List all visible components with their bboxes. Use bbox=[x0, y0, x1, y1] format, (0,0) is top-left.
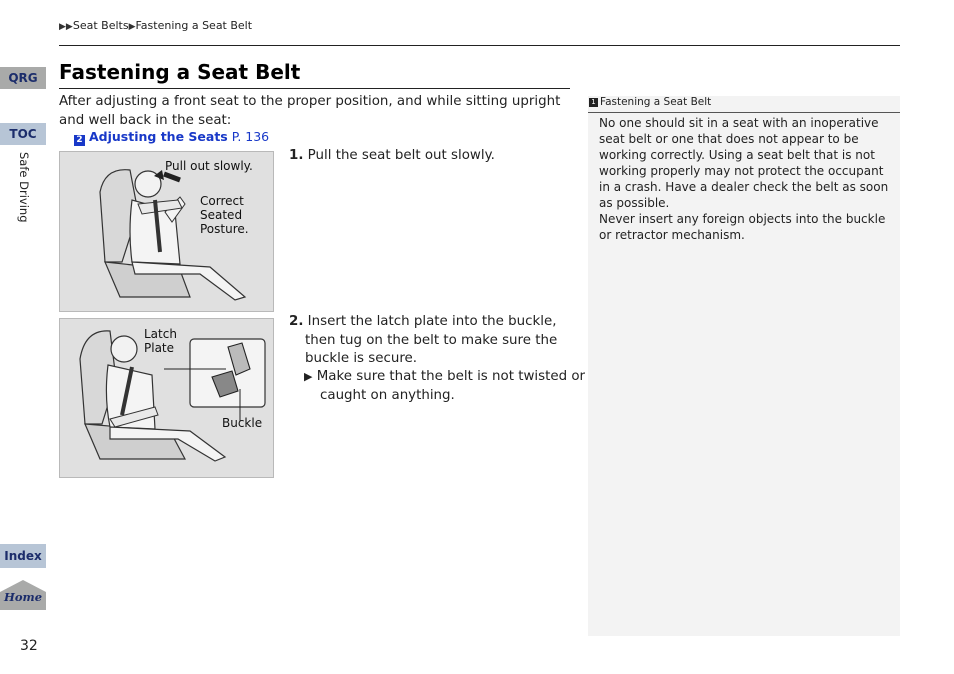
qrg-tab[interactable]: QRG bbox=[0, 67, 46, 89]
xref-page[interactable]: P. 136 bbox=[231, 129, 270, 144]
title-divider bbox=[59, 88, 570, 89]
notes-paragraph-2: Never insert any foreign objects into the buckle or retractor mechanism. bbox=[599, 212, 886, 242]
breadcrumb-current[interactable]: Fastening a Seat Belt bbox=[135, 19, 253, 32]
index-tab[interactable]: Index bbox=[0, 544, 46, 568]
notes-heading-text: Fastening a Seat Belt bbox=[600, 96, 712, 108]
posture-caption-line3: Posture. bbox=[200, 222, 249, 236]
breadcrumb bbox=[59, 19, 252, 32]
page-title: Fastening a Seat Belt bbox=[59, 60, 301, 84]
home-button[interactable] bbox=[0, 580, 46, 610]
latch-caption-line1: Latch bbox=[144, 327, 177, 341]
xref-label[interactable]: Adjusting the Seats bbox=[89, 129, 228, 144]
step-2-note-text: Make sure that the belt is not twisted or caught on anything. bbox=[316, 369, 586, 403]
pull-belt-illustration bbox=[59, 151, 274, 312]
step-1-text: Pull the seat belt out slowly. bbox=[307, 148, 495, 163]
header-divider bbox=[59, 45, 900, 46]
step-2-number: 2. bbox=[289, 314, 304, 329]
section-label: Safe Driving bbox=[17, 152, 31, 223]
step-1 bbox=[289, 147, 573, 166]
posture-caption-line1: Correct bbox=[200, 194, 244, 208]
step-2 bbox=[289, 313, 573, 369]
adjusting-seats-link[interactable] bbox=[74, 129, 269, 146]
breadcrumb-seat-belts[interactable]: Seat Belts bbox=[72, 19, 129, 32]
breadcrumb-separator-icon: ▶ bbox=[128, 22, 136, 32]
buckle-illustration bbox=[59, 318, 274, 478]
buckle-caption: Buckle bbox=[222, 416, 263, 430]
posture-caption-line2: Seated bbox=[200, 208, 243, 222]
cross-reference-icon: 2 bbox=[74, 135, 85, 146]
notes-heading bbox=[588, 96, 900, 113]
note-arrow-icon: ▶ bbox=[304, 370, 313, 383]
intro-text: After adjusting a front seat to the proper position, and while sitting upright and well back in the seat: bbox=[59, 94, 561, 128]
step-1-number: 1. bbox=[289, 148, 304, 163]
notes-paragraph-1: No one should sit in a seat with an inoperative seat belt or one that does not appear to be working correctly. Using a seat belt that is not working properly may not protect the occupant in a crash. Have a dealer check the belt as soon as possible. bbox=[599, 116, 889, 210]
page-number: 32 bbox=[20, 638, 38, 654]
notes-marker-icon: 1 bbox=[589, 98, 598, 107]
pull-caption: Pull out slowly. bbox=[165, 159, 253, 173]
home-label: Home bbox=[4, 590, 43, 604]
toc-tab[interactable]: TOC bbox=[0, 123, 46, 145]
step-2-note bbox=[304, 368, 588, 405]
step-2-text: Insert the latch plate into the buckle, then tug on the belt to make sure the buckle is secure. bbox=[305, 314, 558, 366]
latch-caption-line2: Plate bbox=[144, 341, 175, 355]
breadcrumb-arrows-icon: ▶▶ bbox=[59, 22, 73, 32]
